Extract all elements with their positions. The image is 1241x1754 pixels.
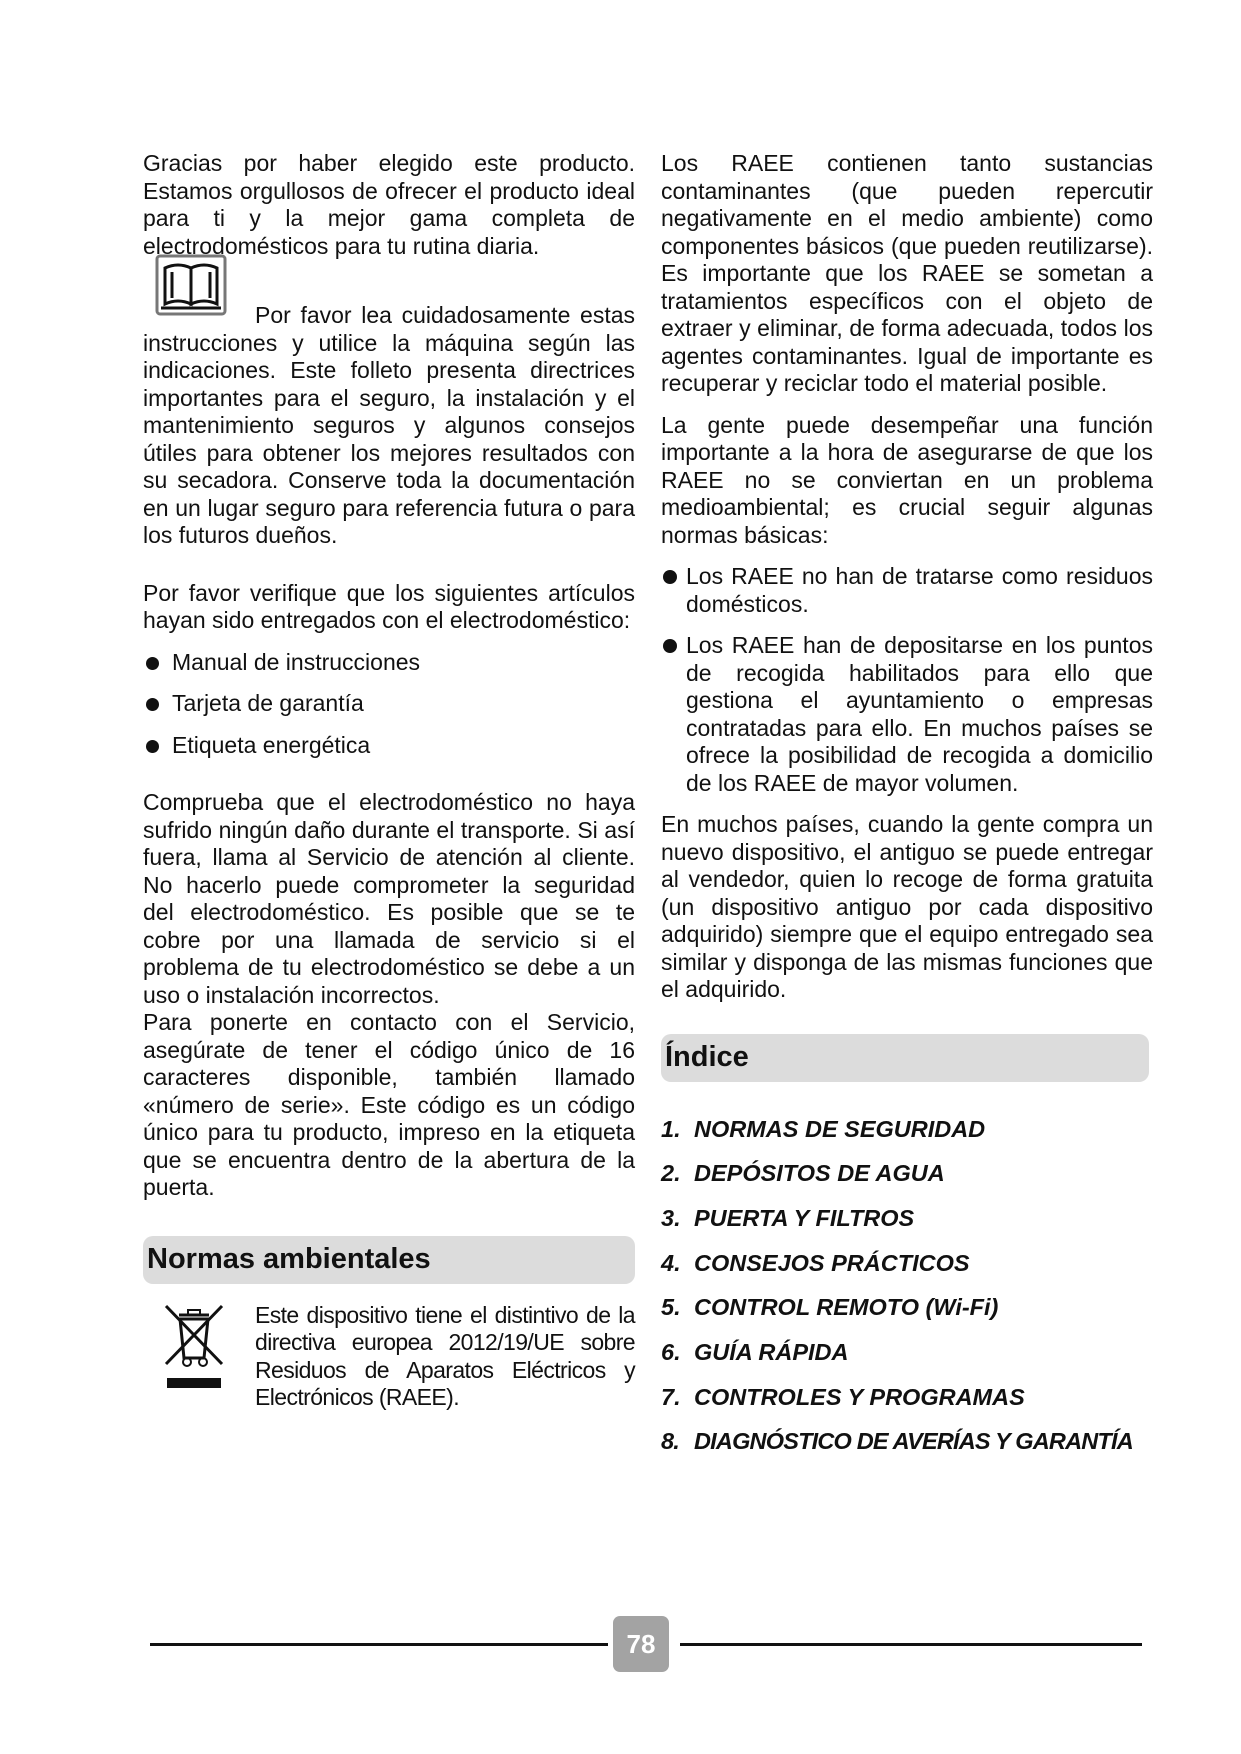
trade-in-text: En muchos países, cuando la gente compra un nuevo dispositivo, el antiguo se puede entregar al vendedor, quien lo recoge de forma gratuita (un dispositivo antiguo por cada dispositivo adquirido) siempre que el equipo entregado sea similar y disponga de las mismas funciones que el adquirido. (661, 811, 1153, 1002)
list-item: Tarjeta de garantía (143, 690, 635, 718)
intro-paragraph: Gracias por haber elegido este producto. Estamos orgullosos de ofrecer el producto ideal para ti y la mejor gama completa de electrodomésticos para tu rutina diaria. (143, 150, 635, 259)
env-heading-text: Normas ambientales (147, 1242, 431, 1275)
footer-rule-left (150, 1643, 608, 1646)
raee-intro-text: Los RAEE contienen tanto sustancias contaminantes (que pueden repercutir negativamente en el medio ambiente) como componentes básicos (que pueden reutilizarse). Es importante que los RAEE se sometan a tratamientos específicos con el objeto de extraer y eliminar, de forma adecuada, todos los agentes contaminantes. Igual de importante es recuperar y reciclar todo el material posible. (661, 150, 1153, 396)
toc-item[interactable]: 2. DEPÓSITOS DE AGUA (661, 1160, 945, 1187)
right-column (661, 150, 1153, 1473)
read-instructions-text: Por favor lea cuidadosamente estas instrucciones y utilice la máquina según las indicaciones. Este folleto presenta directrices importantes para el seguro, la instalación y el mantenimiento seguros y algunos consejos útiles para obtener los mejores resultados con su secadora. Conserve toda la documentación en un lugar seguro para referencia futura o para los futuros dueños. (143, 302, 635, 548)
toc-item[interactable]: 7. CONTROLES Y PROGRAMAS (661, 1383, 1025, 1410)
damage-check-text: Comprueba que el electrodoméstico no haya sufrido ningún daño durante el transporte. Si así fuera, llama al Servicio de atención al cliente. No hacerlo puede comprometer la seguridad del electrodoméstico. Es posible que se te cobre por una llamada de servicio si el problema de tu electrodoméstico se debe a un uso o instalación incorrectos. (143, 789, 635, 1008)
toc-item[interactable]: 6. GUÍA RÁPIDA (661, 1338, 849, 1365)
weee-notice (143, 1302, 635, 1412)
toc-item[interactable]: 8. DIAGNÓSTICO DE AVERÍAS Y GARANTÍA (661, 1428, 1133, 1455)
env-section-heading (143, 1236, 635, 1284)
list-item: Los RAEE no han de tratarse como residuos domésticos. (661, 563, 1153, 618)
verify-items-text: Por favor verifique que los siguientes artículos hayan sido entregados con el electrodoméstico: (143, 579, 635, 633)
page-footer (150, 1616, 1142, 1672)
list-item: Los RAEE han de depositarse en los puntos de recogida habilitados para ello que gestiona el ayuntamiento o empresas contratadas para ello. En muchos países se ofrece la posibilidad de recogida a domicilio de los RAEE de mayor volumen. (661, 632, 1153, 797)
table-of-contents (661, 1116, 1153, 1474)
index-section-heading (661, 1034, 1149, 1082)
delivered-items-list (143, 649, 635, 760)
toc-item[interactable]: 1. NORMAS DE SEGURIDAD (661, 1115, 986, 1142)
list-item: Manual de instrucciones (143, 649, 635, 677)
toc-item[interactable]: 4. CONSEJOS PRÁCTICOS (661, 1249, 970, 1276)
page-number: 78 (613, 1616, 669, 1672)
raee-rules-list (661, 563, 1153, 797)
left-column (143, 150, 635, 1412)
index-heading-text: Índice (665, 1040, 749, 1073)
serial-info-text: Para ponerte en contacto con el Servicio, asegúrate de tener el código único de 16 caracteres disponible, también llamado «número de serie». Este código es un código único para tu producto, impreso en la etiqueta que se encuentra dentro de la abertura de la puerta. (143, 1009, 635, 1200)
book-icon (155, 254, 227, 316)
weee-text: Este dispositivo tiene el distintivo de la directiva europea 2012/19/UE sobre Residuos de Aparatos Eléctricos y Electrónicos (RAEE). (255, 1301, 635, 1410)
raee-role-text: La gente puede desempeñar una función importante a la hora de asegurarse de que los RAEE no se conviertan en un problema medioambiental; es crucial seguir algunas normas básicas: (661, 411, 1153, 548)
footer-rule-right (680, 1643, 1142, 1646)
read-instructions-block (143, 302, 635, 550)
list-item: Etiqueta energética (143, 732, 635, 760)
toc-item[interactable]: 5. CONTROL REMOTO (Wi-Fi) (661, 1294, 999, 1321)
toc-item[interactable]: 3. PUERTA Y FILTROS (661, 1204, 915, 1231)
crossed-out-bin-icon (163, 1302, 225, 1390)
